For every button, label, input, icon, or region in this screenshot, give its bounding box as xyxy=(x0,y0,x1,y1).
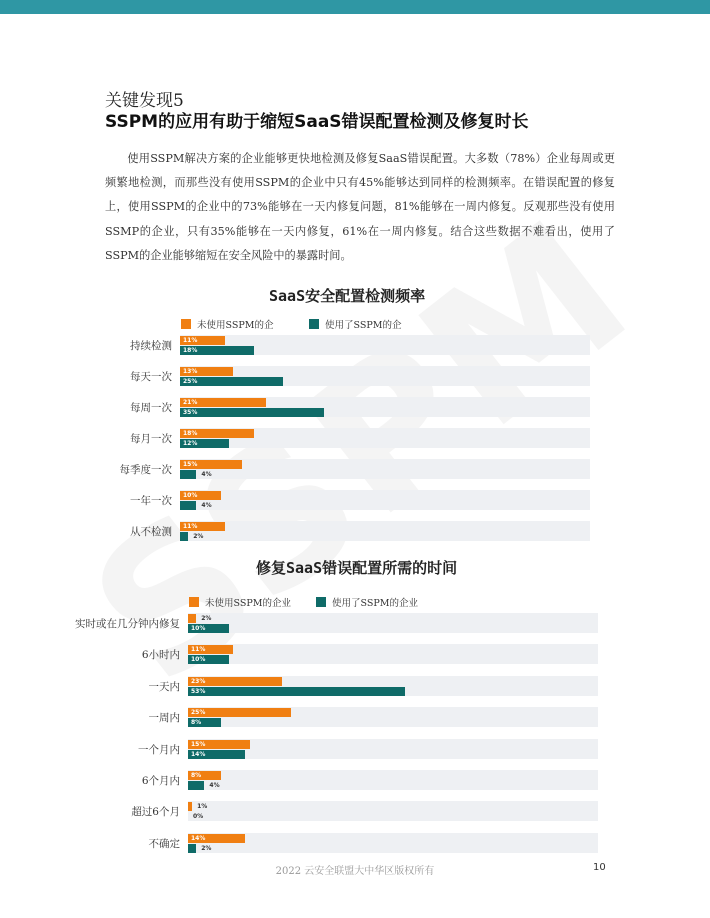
chart-2-data-label: 8% xyxy=(191,772,202,779)
chart-1-legend-label-1: 使用了SSPM的企 xyxy=(325,320,402,331)
chart-1-data-label: 11% xyxy=(183,523,198,530)
chart-1-category-label: 每天一次 xyxy=(130,371,172,383)
chart-1-title: SaaS安全配置检测频率 xyxy=(269,287,426,305)
chart-1-data-label: 15% xyxy=(183,461,198,468)
chart-2-title: 修复SaaS错误配置所需的时间 xyxy=(256,559,458,577)
chart-2-legend-item-1 xyxy=(316,595,418,609)
chart-2-row-bg xyxy=(188,770,598,790)
chart-2-row-bg xyxy=(188,613,598,633)
chart-1-legend-item-0 xyxy=(181,317,273,331)
chart-2-category-label: 超过6个月 xyxy=(131,806,180,819)
chart-1-category-label: 从不检测 xyxy=(130,526,172,538)
legend-swatch xyxy=(316,597,326,607)
chart-1-legend-label-0: 未使用SSPM的企 xyxy=(197,320,274,331)
page-footer: 2022 云安全联盟大中华区版权所有 xyxy=(275,866,435,877)
chart-2-data-label: 14% xyxy=(191,834,206,842)
chart-1-row-bg xyxy=(180,490,590,510)
chart-2-category-label: 一个月内 xyxy=(138,743,180,756)
chart-1-data-label: 2% xyxy=(193,533,204,540)
chart-2-data-label: 15% xyxy=(191,740,206,748)
chart-2-category-label: 一天内 xyxy=(148,680,180,693)
chart-2-data-label: 11% xyxy=(191,646,206,654)
chart-2-data-label: 23% xyxy=(191,677,206,685)
chart-1-data-label: 11% xyxy=(183,337,198,344)
chart-1-data-label: 4% xyxy=(201,471,212,478)
chart-1-data-label: 10% xyxy=(183,492,198,499)
chart-2-legend-label-0: 未使用SSPM的企业 xyxy=(205,598,291,609)
chart-1-data-label: 13% xyxy=(183,368,198,375)
chart-2-data-label: 0% xyxy=(193,813,204,821)
chart-2-category-label: 6个月内 xyxy=(141,775,180,787)
chart-2-category-label: 6小时内 xyxy=(141,649,180,662)
section-heading: SSPM的应用有助于缩短SaaS错误配置检测及修复时长 xyxy=(105,112,529,132)
chart-2-data-label: 2% xyxy=(201,844,212,852)
page-number: 10 xyxy=(593,862,606,873)
legend-swatch xyxy=(189,597,199,607)
chart-1-category-label: 每季度一次 xyxy=(119,464,172,476)
chart-1-data-label: 4% xyxy=(201,502,212,509)
chart-1-bar-sspm xyxy=(180,532,188,541)
chart-1-data-label: 35% xyxy=(183,409,198,416)
legend-swatch xyxy=(181,319,191,329)
chart-2-row-bg xyxy=(188,739,598,759)
chart-1-category-label: 一年一次 xyxy=(130,495,172,507)
chart-1-data-label: 18% xyxy=(183,430,198,437)
chart-1-data-label: 21% xyxy=(183,399,198,406)
chart-2-bar-non-sspm xyxy=(188,614,196,623)
chart-2-data-label: 14% xyxy=(191,750,206,758)
chart-2-bar-sspm xyxy=(188,781,204,790)
chart-2-data-label: 53% xyxy=(191,687,206,695)
chart-1-category-label: 每月一次 xyxy=(130,433,172,445)
chart-2-bar-sspm xyxy=(188,844,196,853)
header-color-band xyxy=(0,0,710,14)
chart-1-row-bg xyxy=(180,521,590,541)
chart-2-row-bg xyxy=(188,801,598,821)
chart-2-data-label: 10% xyxy=(191,656,206,664)
chart-2-data-label: 10% xyxy=(191,625,206,632)
chart-2-legend-item-0 xyxy=(189,595,291,609)
body-paragraph: 使用SSPM解决方案的企业能够更快地检测及修复SaaS错误配置。大多数（78%）企业每周或更频繁地检测，而那些没有使用SSPM的企业中只有45%能够达到同样的检测频率。在错误配置的修复上，使用SSPM的企业中的73%能够在一天内修复问题，81%能够在一周内修复。反观那些没有使用SSMP的企业，只有35%能够在一天内修复，61%在一周内修复。结合这些数据不难看出，使用了SSPM的企业能够缩短在安全风险中的暴露时间。 xyxy=(105,152,615,262)
chart-2-category-label: 实时或在几分钟内修复 xyxy=(75,618,180,630)
chart-2-data-label: 25% xyxy=(191,709,206,717)
chart-1-row-bg xyxy=(180,459,590,479)
chart-1-data-label: 18% xyxy=(183,347,198,354)
chart-2-data-label: 8% xyxy=(191,719,202,727)
chart-2-bar-sspm xyxy=(188,687,405,696)
chart-1-bar-sspm xyxy=(180,501,196,510)
chart-2-row-bg xyxy=(188,833,598,853)
chart-2-category-label: 不确定 xyxy=(148,837,180,850)
chart-2-row-bg xyxy=(188,644,598,664)
chart-2-bar-non-sspm xyxy=(188,802,192,811)
chart-1-bar-sspm xyxy=(180,408,324,417)
chart-1-category-label: 每周一次 xyxy=(130,402,172,414)
chart-1-bar-sspm xyxy=(180,470,196,479)
chart-1-data-label: 12% xyxy=(183,440,198,447)
chart-2-data-label: 2% xyxy=(201,615,212,622)
section-kicker: 关键发现5 xyxy=(105,91,184,111)
chart-2-data-label: 1% xyxy=(197,803,208,811)
legend-swatch xyxy=(309,319,319,329)
chart-1-legend-item-1 xyxy=(309,317,401,331)
chart-1-data-label: 25% xyxy=(183,378,198,385)
chart-2-legend-label-1: 使用了SSPM的企业 xyxy=(332,598,418,609)
chart-2-data-label: 4% xyxy=(209,782,220,789)
chart-1-category-label: 持续检测 xyxy=(130,340,172,352)
chart-2-category-label: 一周内 xyxy=(148,712,180,725)
